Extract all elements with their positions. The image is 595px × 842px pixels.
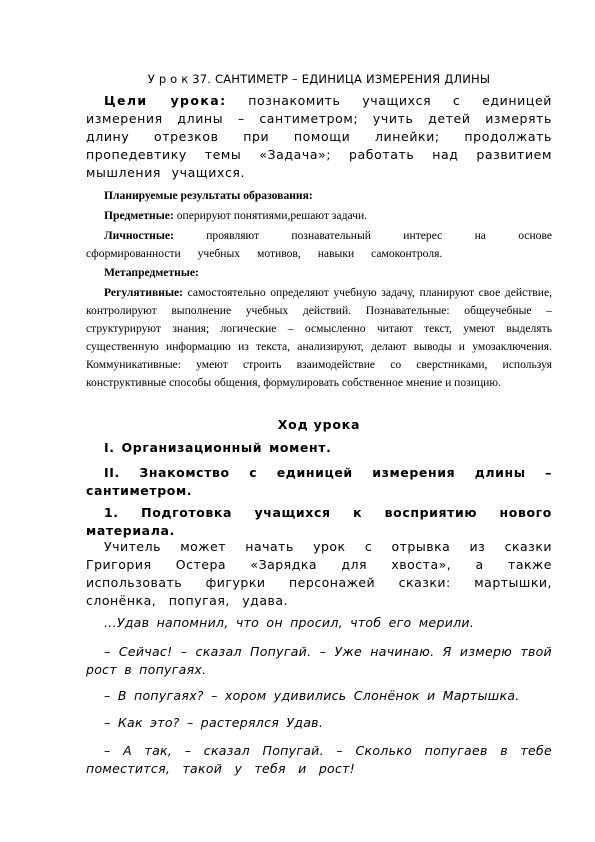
subject-text: оперируют понятиями,решают задачи. (173, 209, 368, 222)
personal-label: Личностные: (104, 229, 174, 242)
quote-2: – Сейчас! – сказал Попугай. – Уже начинаю. Я измерю твой рост в попугаях. (86, 644, 552, 677)
personal-results (86, 227, 552, 263)
lesson-title: У р о к 37. САНТИМЕТР – ЕДИНИЦА ИЗМЕРЕНИЯ ДЛИНЫ (147, 72, 491, 86)
regulatory-results (86, 284, 552, 392)
course-heading: Ход урока (277, 417, 361, 432)
goals-text: познакомить учащихся с единицей измерения длины – сантиметром; учить детей измерять длину отрезков при помощи линейки; продолжать пропедевтику темы «Задача»; работать над развитием мышления учащихся. (86, 93, 552, 180)
quote-1: ...Удав напомнил, что он просил, чтоб его мерили. (104, 615, 475, 630)
quote-5: – А так, – сказал Попугай. – Сколько попугаев в тебе поместится, такой у тебя и рост! (86, 743, 552, 776)
intro-paragraph: Учитель может начать урок с отрывка из сказки Григория Остера «Зарядка для хвоста», а также использовать фигурки персонажей сказки: мартышки, слонёнка, попугая, удава. (86, 539, 552, 608)
regulatory-label: Регулятивные: (104, 286, 183, 299)
meta-heading-text: Метапредметные: (104, 266, 199, 279)
results-heading (86, 187, 552, 205)
quote-4: – Как это? – растерялся Удав. (104, 715, 324, 730)
section-organizational: I. Организационный момент. (104, 440, 332, 455)
regulatory-text: самостоятельно определяют учебную задачу, планируют свое действие, контролируют выполнение учебных действий. Познавательные: общеучебные – структурируют знания; логические – осмысленно читают текст, умеют выделять существенную информацию из текста, анализируют, делают выводы и умозаключения. Коммуникативные: умеют строить взаимодействие со сверстниками, используя конструктивные способы общения, формулировать собственное мнение и позицию. (86, 286, 552, 389)
section-preparation: 1. Подготовка учащихся к восприятию нового материала. (86, 505, 552, 538)
quote-3: – В попугаях? – хором удивились Слонёнок и Мартышка. (104, 688, 520, 703)
meta-heading (86, 264, 552, 282)
section-introduction: II. Знакомство с единицей измерения длины – сантиметром. (86, 465, 552, 498)
goals-label: Цели урока: (104, 93, 227, 108)
lesson-goals (86, 92, 552, 182)
personal-text: проявляют познавательный интерес на основе сформированности учебных мотивов, навыки самоконтроля. (86, 229, 552, 260)
subject-results (86, 207, 552, 225)
results-heading-text: Планируемые результаты образования: (104, 189, 313, 202)
subject-label: Предметные: (104, 209, 174, 222)
